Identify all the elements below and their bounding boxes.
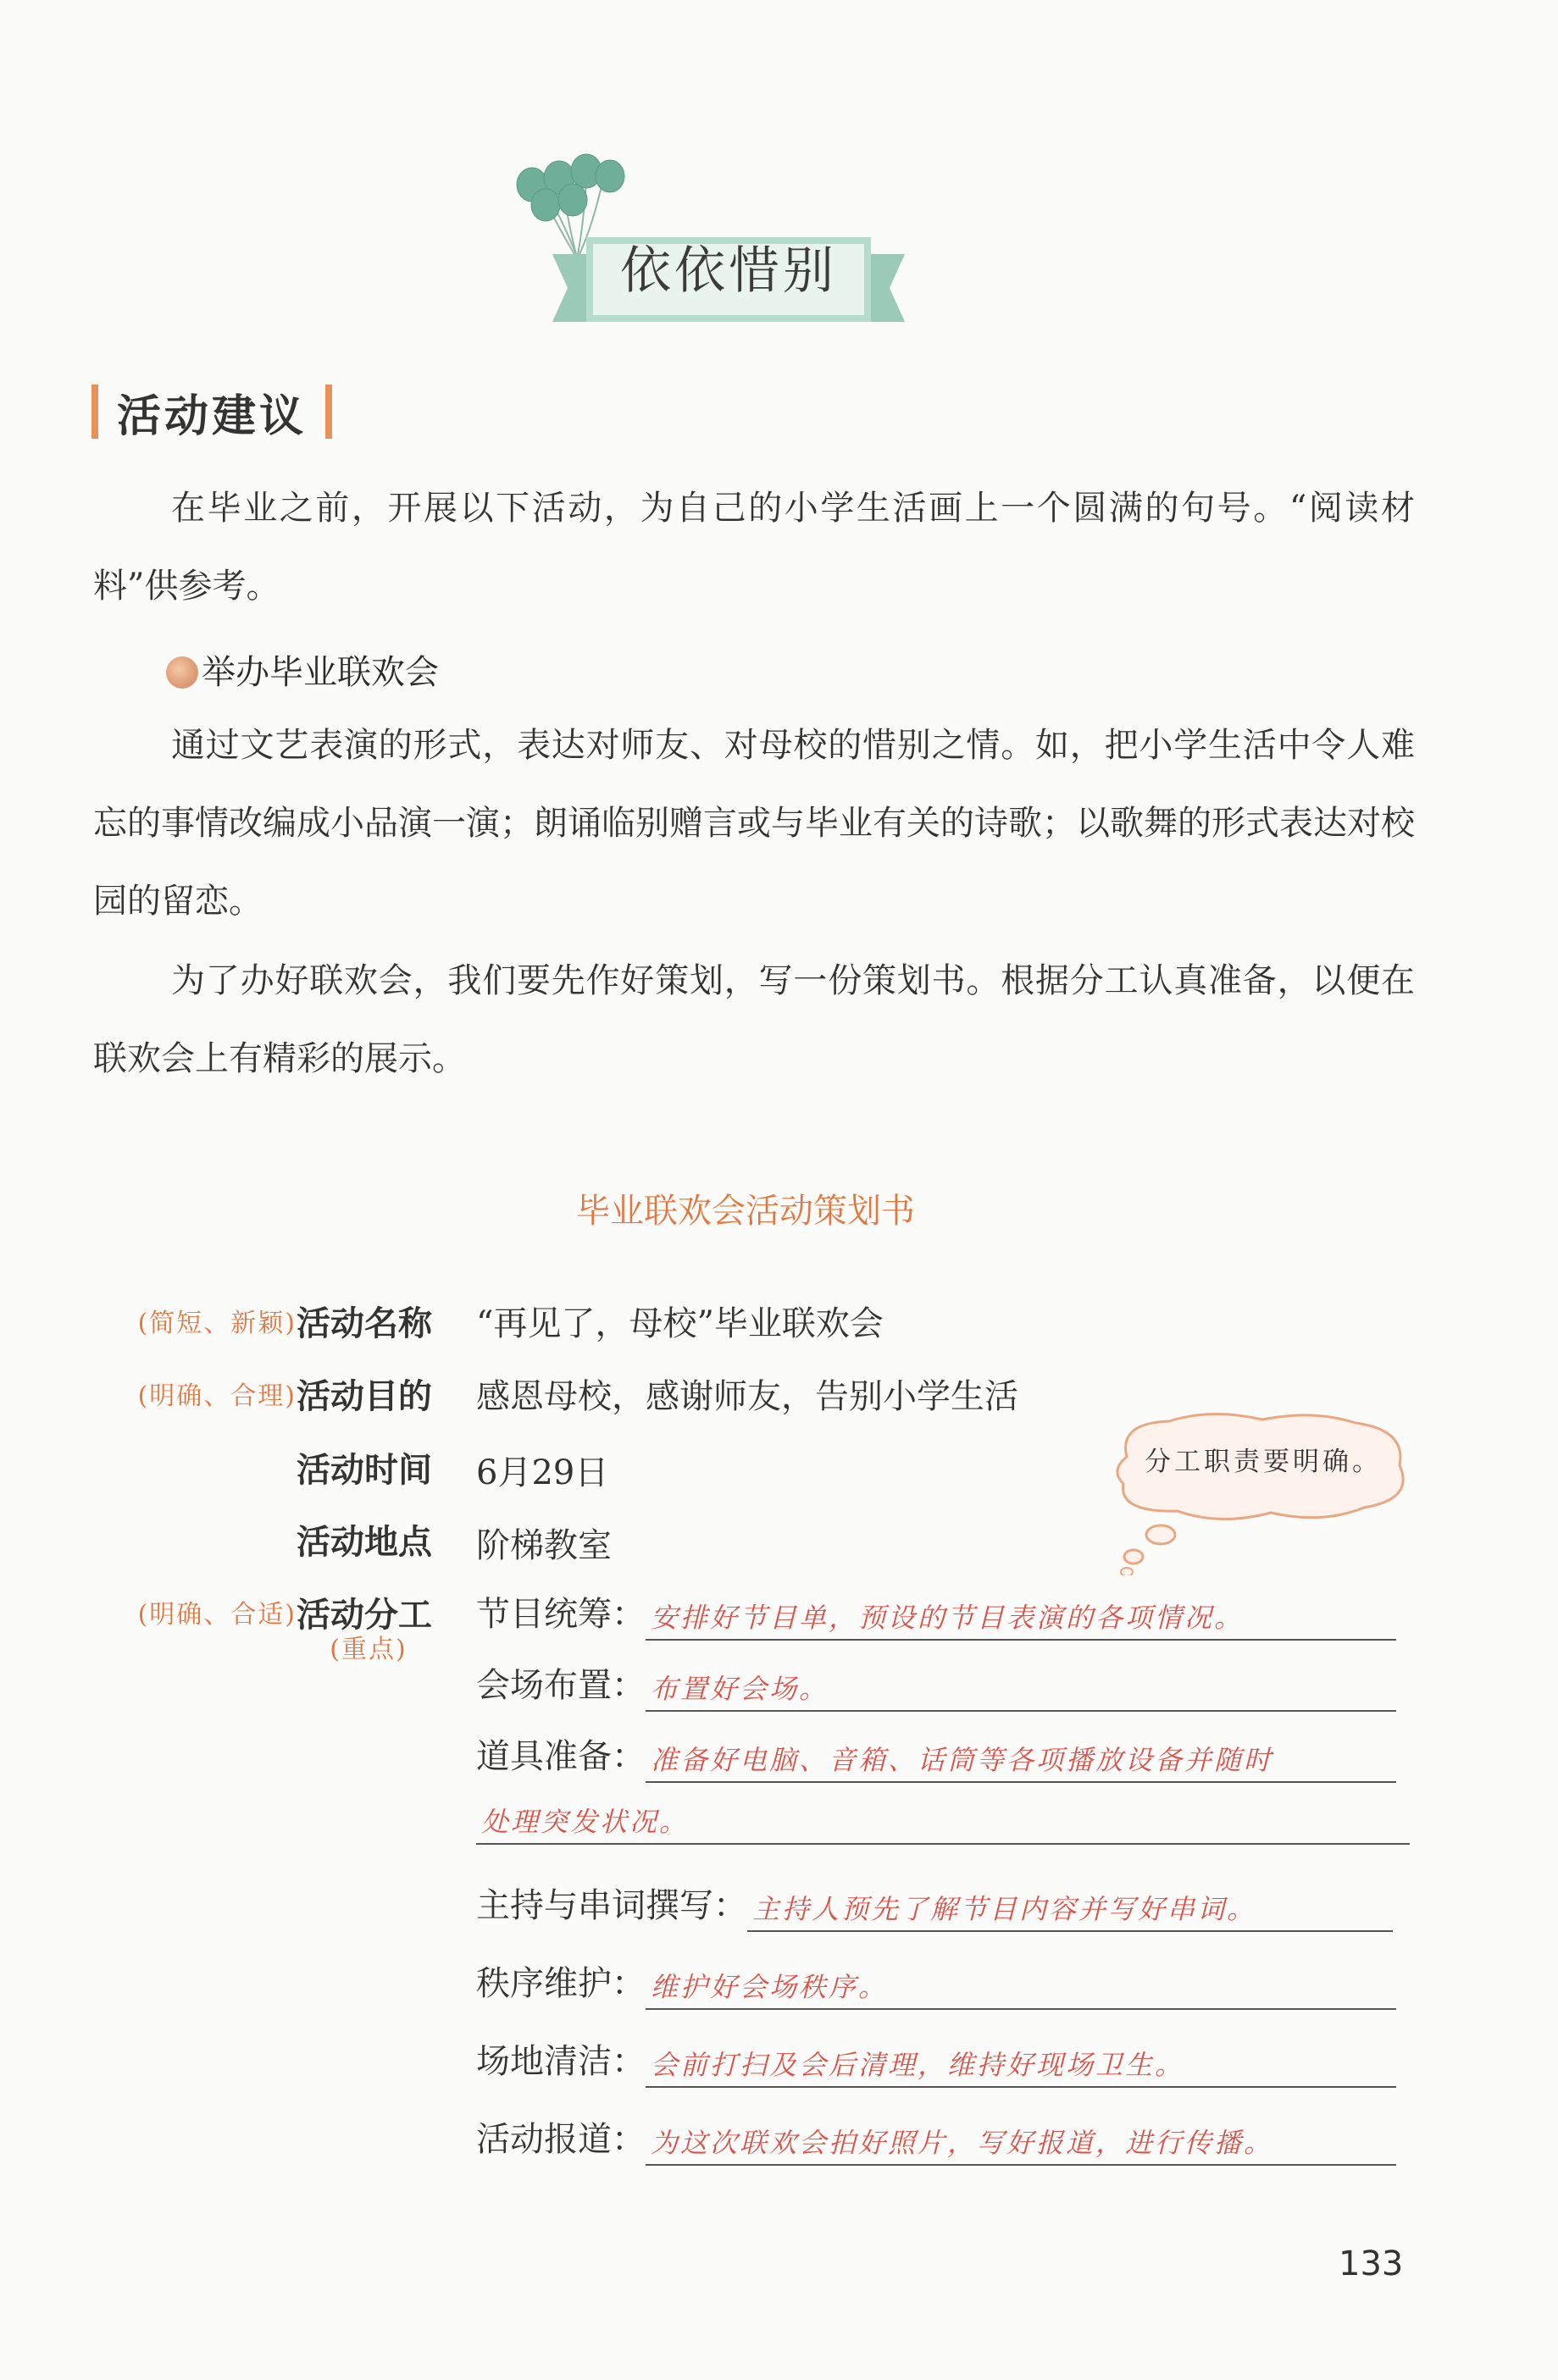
page-number: 133 — [1339, 2244, 1404, 2283]
activity-title: 举办毕业联欢会 — [202, 653, 439, 692]
value-name: “再见了，母校”毕业联欢会 — [476, 1303, 884, 1343]
label-division: 活动分工 — [297, 1595, 432, 1635]
task-name: 主持与串词撰写： — [476, 1886, 747, 1925]
plan-row-name-label — [85, 1291, 432, 1350]
task-handwritten-text: 处理突发状况。 — [476, 1801, 1410, 1845]
value-purpose: 感恩母校，感谢师友，告别小学生活 — [476, 1376, 1018, 1416]
task-row-continued — [476, 1801, 1410, 1845]
task-name: 场地清洁： — [476, 2042, 646, 2081]
label-time: 活动时间 — [297, 1450, 432, 1490]
heading-right-bar — [325, 385, 332, 439]
task-handwritten-text: 准备好电脑、音箱、话筒等各项播放设备并随时 — [646, 1739, 1396, 1783]
task-row — [476, 1879, 1393, 1932]
value-place: 阶梯教室 — [476, 1525, 612, 1565]
hint-purpose: (明确、合理) — [137, 1381, 297, 1411]
task-row — [476, 1658, 1396, 1712]
task-handwritten-text: 布置好会场。 — [646, 1668, 1396, 1712]
label-name: 活动名称 — [297, 1303, 432, 1343]
label-place: 活动地点 — [297, 1522, 432, 1562]
task-name: 活动报道： — [476, 2120, 646, 2159]
bubble-text: 分工职责要明确。 — [1145, 1447, 1382, 1477]
value-time: 6月29日 — [476, 1453, 609, 1492]
heading-left-bar — [91, 385, 98, 439]
task-name: 秩序维护： — [476, 1964, 646, 2003]
task-name: 会场布置： — [476, 1666, 646, 1705]
task-handwritten-text: 为这次联欢会拍好照片，写好报道，进行传播。 — [646, 2122, 1396, 2166]
label-purpose: 活动目的 — [297, 1376, 432, 1416]
hint-name: (简短、新颖) — [137, 1309, 297, 1338]
task-name: 道具准备： — [476, 1737, 646, 1776]
plan-row-time-label — [85, 1437, 432, 1497]
activity-subheading — [166, 634, 439, 711]
task-row — [476, 1730, 1396, 1783]
task-row — [476, 2112, 1396, 2166]
plan-row-purpose-label — [85, 1364, 432, 1423]
activity-description: 通过文艺表演的形式，表达对师友、对母校的惜别之情。如，把小学生活中令人难忘的事情改编成小品演一演；朗诵临别赠言或与毕业有关的诗歌；以歌舞的形式表达对校园的留恋。 — [93, 726, 1415, 921]
title-banner — [508, 152, 949, 347]
page-title: 依依惜别 — [620, 241, 837, 301]
section-heading-text: 活动建议 — [117, 390, 308, 442]
section-heading — [91, 379, 332, 444]
plan-title: 毕业联欢会活动策划书 — [576, 1192, 915, 1231]
plan-row-place-label — [85, 1509, 432, 1569]
bullet-icon — [166, 656, 198, 689]
hint-division: (明确、合适) — [137, 1600, 297, 1630]
task-row — [476, 1587, 1396, 1641]
task-row — [476, 1957, 1396, 2010]
task-handwritten-text: 会前打扫及会后清理，维持好现场卫生。 — [646, 2044, 1396, 2088]
task-handwritten-text: 维护好会场秩序。 — [646, 1966, 1396, 2010]
thought-bubble-shape — [1093, 1406, 1423, 1575]
task-row — [476, 2034, 1396, 2088]
division-note: (重点) — [330, 1635, 408, 1664]
task-handwritten-text: 主持人预先了解节目内容并写好串词。 — [747, 1888, 1393, 1932]
thought-bubble — [1093, 1406, 1423, 1575]
task-handwritten-text: 安排好节目单，预设的节目表演的各项情况。 — [646, 1597, 1396, 1641]
task-name: 节目统筹： — [476, 1595, 646, 1634]
intro-paragraph: 在毕业之前，开展以下活动，为自己的小学生活画上一个圆满的句号。“阅读材料”供参考。 — [93, 489, 1415, 606]
preparation-paragraph: 为了办好联欢会，我们要先作好策划，写一份策划书。根据分工认真准备，以便在联欢会上有精彩的展示。 — [93, 961, 1415, 1078]
